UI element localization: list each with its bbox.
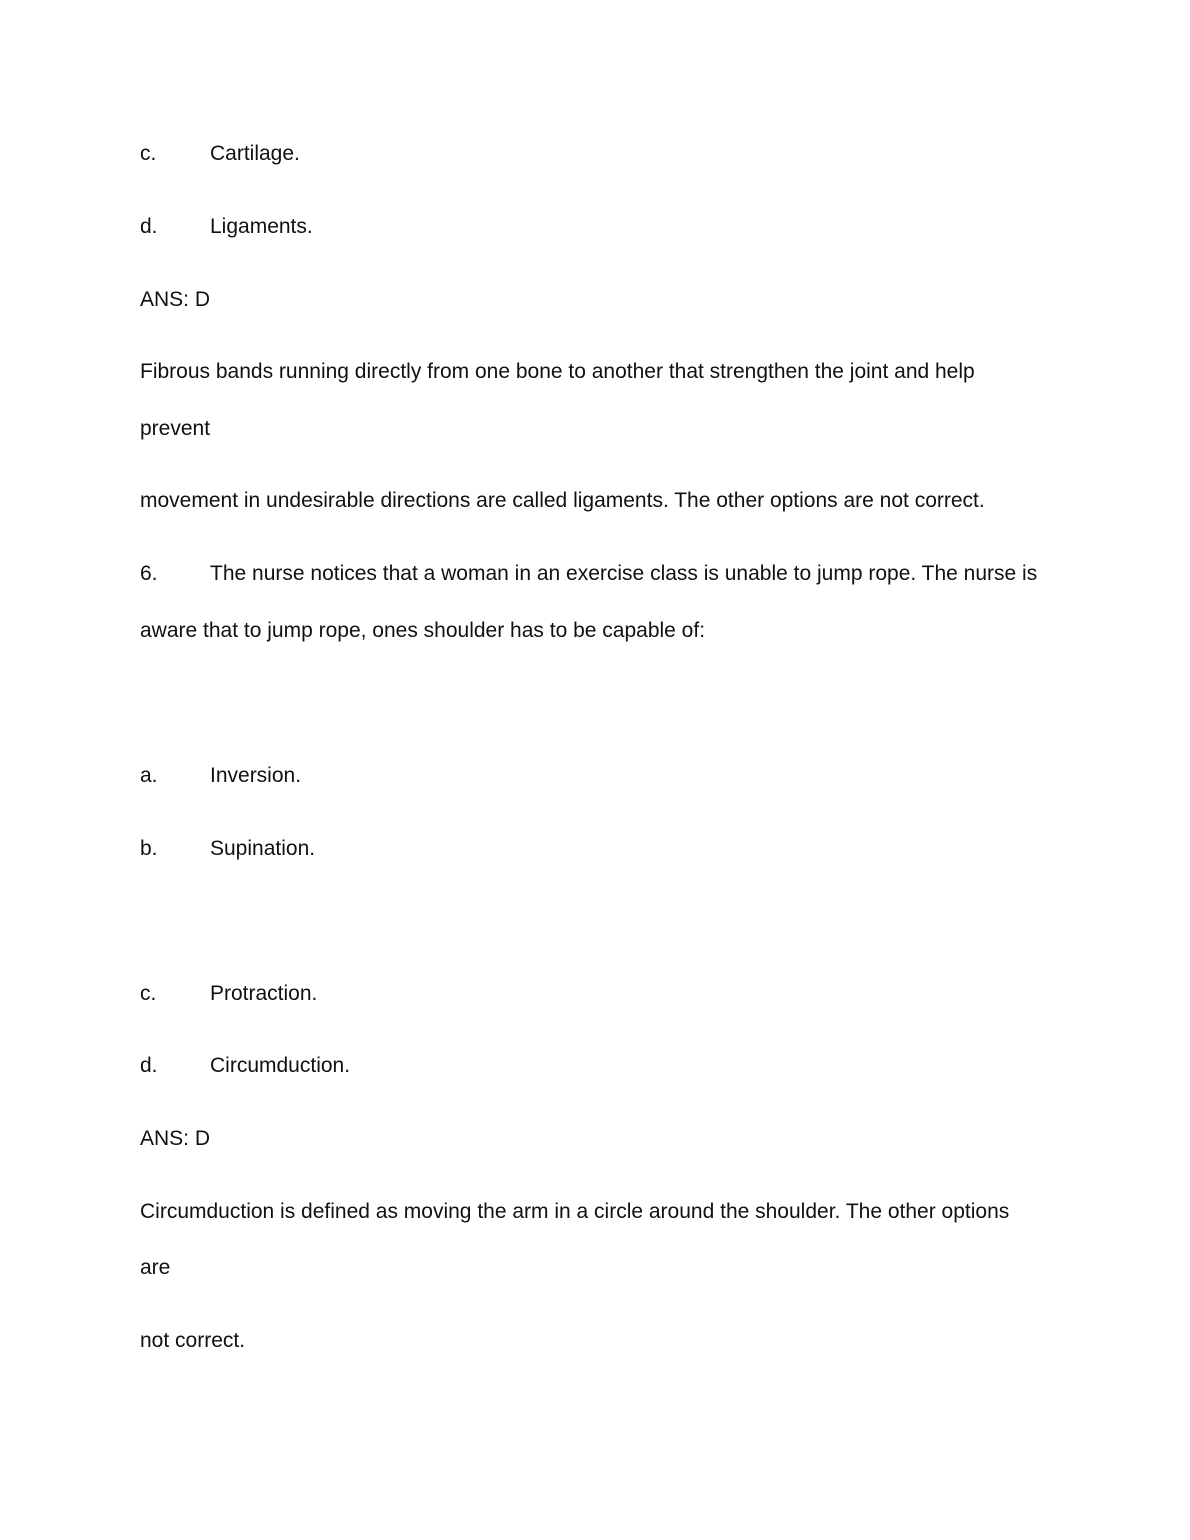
option-text: Inversion. xyxy=(210,764,302,787)
option-letter: c. xyxy=(140,142,157,165)
option-text: Protraction. xyxy=(210,982,318,1005)
option-letter: d. xyxy=(140,215,158,238)
question-6-stem-line-2: aware that to jump rope, ones shoulder has to be capable of: xyxy=(140,619,706,642)
rationale-line-2: prevent xyxy=(140,417,211,440)
option-letter: d. xyxy=(140,1054,158,1077)
option-c-protraction xyxy=(140,981,317,1007)
question-number: 6. xyxy=(140,562,158,585)
answer-line: ANS: D xyxy=(140,1127,211,1150)
question-6-stem-line-1 xyxy=(140,561,1037,587)
option-a-inversion xyxy=(140,763,301,789)
option-text: Circumduction. xyxy=(210,1054,351,1077)
option-text: Ligaments. xyxy=(210,215,313,238)
rationale-line-2: are xyxy=(140,1256,171,1279)
answer-line: ANS: D xyxy=(140,288,211,311)
option-text: Cartilage. xyxy=(210,142,300,165)
option-letter: c. xyxy=(140,982,157,1005)
option-d-ligaments xyxy=(140,214,313,240)
option-letter: a. xyxy=(140,764,158,787)
rationale-line-1: Fibrous bands running directly from one bone to another that strengthen the joint and help xyxy=(140,360,975,383)
question-stem-text: The nurse notices that a woman in an exercise class is unable to jump rope. The nurse is xyxy=(210,562,1038,585)
option-text: Supination. xyxy=(210,837,316,860)
option-d-circumduction xyxy=(140,1053,350,1079)
option-letter: b. xyxy=(140,837,158,860)
rationale-line-3: not correct. xyxy=(140,1329,246,1352)
rationale-line-1: Circumduction is defined as moving the arm in a circle around the shoulder. The other options xyxy=(140,1200,1010,1223)
option-c-cartilage xyxy=(140,141,300,167)
option-b-supination xyxy=(140,836,315,862)
rationale-line-3: movement in undesirable directions are called ligaments. The other options are not correct. xyxy=(140,489,985,512)
